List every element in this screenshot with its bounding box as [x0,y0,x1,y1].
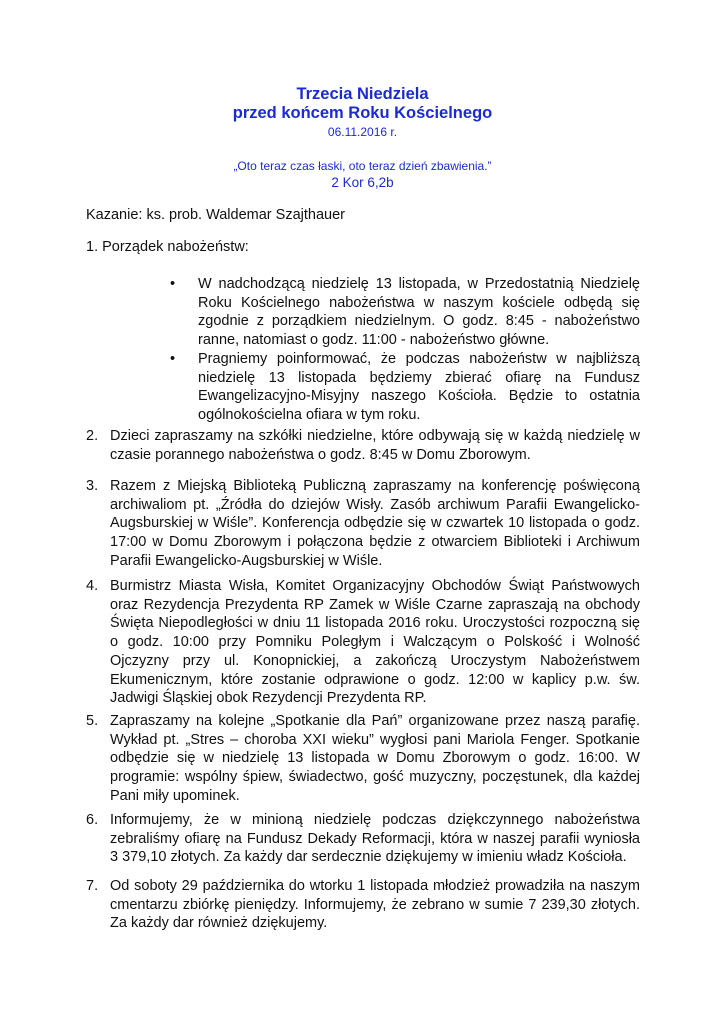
scripture-reference: 2 Kor 6,2b [331,175,394,190]
scripture-motto: „Oto teraz czas łaski, oto teraz dzień zbawienia.” [233,159,492,173]
announcement-item-4 [86,577,640,708]
item-number: 4. [86,578,99,594]
announcement-item-6 [86,811,640,867]
title-line-2: przed końcem Roku Kościelnego [232,104,493,122]
bullet-item [170,350,640,425]
bullet-icon: • [170,350,176,367]
announcement-item-7 [86,877,640,933]
item-number: 2. [86,428,99,444]
bullet-list [170,275,640,425]
item-text: Razem z Miejską Biblioteką Publiczną zapraszamy na konferencję poświęconą archiwaliom pt. „Źródła do dziejów Wisły. Zasób archiwum Parafii Ewangelicko-Augsburskiej w Wiśle”. Konferencja odbędzie się w czwartek 10 listopada o godz. 17:00 w Domu Zborowym i połączona będzie z otwarciem Biblioteki i Archiwum Parafii Ewangelicko-Augsburskiej w Wiśle. [110,478,640,569]
section-1-title: 1. Porządek nabożeństw: [86,239,249,255]
item-number: 6. [86,812,99,828]
document-date: 06.11.2016 r. [327,125,398,139]
item-text: Zapraszamy na kolejne „Spotkanie dla Pań” organizowane przez naszą parafię. Wykład pt. „Stres – choroba XXI wieku” wygłosi pani Mariola Fenger. Spotkanie odbędzie się w niedzielę 13 listopada w Domu Zborowym o godz. 16:00. W programie: wspólny śpiew, świadectwo, gość muzyczny, poczęstunek, dla każdej Pani miły upominek. [110,713,640,804]
item-number: 3. [86,478,99,494]
title-line-1: Trzecia Niedziela [296,85,429,103]
announcement-item-5 [86,712,640,806]
item-text: Dzieci zapraszamy na szkółki niedzielne, które odbywają się w każdą niedzielę w czasie porannego nabożeństwa o godz. 8:45 w Domu Zborowym. [110,428,640,463]
bullet-text: W nadchodzącą niedzielę 13 listopada, w Przedostatnią Niedzielę Roku Kościelnego nabożeństwa w naszym kościele odbędą się zgodnie z porządkiem niedzielnym. O godz. 8:45 - nabożeństwo ranne, natomiast o godz. 11:00 - nabożeństwo główne. [198,276,640,349]
announcement-item-2 [86,427,640,464]
bullet-text: Pragniemy poinformować, że podczas nabożeństw w najbliższą niedzielę 13 listopada będziemy zbierać ofiarę na Fundusz Ewangelizacyjno-Misyjny naszego Kościoła. Będzie to ostatnia ogólnokościelna ofiara w tym roku. [198,350,640,423]
document-header [0,85,725,192]
item-text: Informujemy, że w minioną niedzielę podczas dziękczynnego nabożeństwa zebraliśmy ofiarę na Fundusz Dekady Reformacji, która w naszej parafii wyniosła 3 379,10 złotych. Za każdy dar serdecznie dziękujemy w imieniu władz Kościoła. [110,812,640,866]
bullet-item [170,275,640,350]
item-number: 5. [86,713,99,729]
bullet-icon: • [170,276,176,292]
item-text: Burmistrz Miasta Wisła, Komitet Organizacyjny Obchodów Świąt Państwowych oraz Rezydencja Prezydenta RP Zamek w Wiśle Czarne zapraszają na obchody Święta Niepodległości w dniu 11 listopada 2016 roku. Uroczystości rozpoczną się o godz. 10:00 przy Pomniku Poległym i Walczącym o Polskość i Wolność Ojczyzny przy ul. Konopnickiej, a zakończą Uroczystym Nabożeństwem Ekumenicznym, które zostanie odprawione o godz. 12:00 w kaplicy p.w. św. Jadwigi Śląskiej obok Rezydencji Prezydenta RP. [110,578,640,707]
announcement-item-3 [86,477,640,571]
preacher-line: Kazanie: ks. prob. Waldemar Szajthauer [86,207,345,223]
item-number: 7. [86,878,99,894]
item-text: Od soboty 29 października do wtorku 1 listopada młodzież prowadziła na naszym cmentarzu zbiórkę pieniędzy. Informujemy, że zebrano w sumie 7 239,30 złotych. Za każdy dar również dziękujemy. [110,878,640,932]
